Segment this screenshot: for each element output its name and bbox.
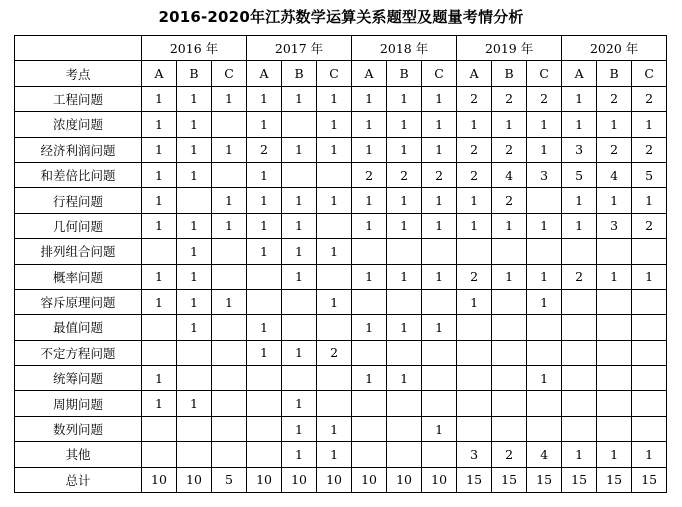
table-cell <box>387 340 422 365</box>
table-cell: 1 <box>142 264 177 289</box>
table-row <box>15 137 667 162</box>
table-body <box>15 86 667 492</box>
topic-label: 浓度问题 <box>15 112 142 137</box>
table-cell: 1 <box>632 188 667 213</box>
table-cell: 3 <box>527 162 562 187</box>
table-cell: 2 <box>247 137 282 162</box>
table-cell: 1 <box>142 366 177 391</box>
table-cell <box>457 315 492 340</box>
table-cell <box>597 391 632 416</box>
variant-header-c: C <box>317 61 352 86</box>
table-cell: 2 <box>632 137 667 162</box>
topic-label: 数列问题 <box>15 416 142 441</box>
topic-label: 其他 <box>15 442 142 467</box>
table-cell: 4 <box>492 162 527 187</box>
table-cell <box>317 264 352 289</box>
table-cell <box>212 391 247 416</box>
table-cell: 1 <box>597 442 632 467</box>
year-header-2020: 2020 年 <box>562 36 667 61</box>
table-cell: 1 <box>527 366 562 391</box>
table-cell <box>457 416 492 441</box>
table-cell <box>492 289 527 314</box>
table-cell <box>282 315 317 340</box>
table-cell: 1 <box>457 188 492 213</box>
table-cell: 1 <box>177 162 212 187</box>
table-cell <box>387 289 422 314</box>
table-cell <box>247 391 282 416</box>
table-cell: 1 <box>177 239 212 264</box>
table-cell <box>212 162 247 187</box>
table-cell: 1 <box>352 366 387 391</box>
table-cell <box>282 289 317 314</box>
table-cell: 2 <box>457 137 492 162</box>
table-cell <box>212 315 247 340</box>
topic-label: 周期问题 <box>15 391 142 416</box>
table-cell: 1 <box>352 137 387 162</box>
table-cell: 1 <box>212 86 247 111</box>
table-cell: 15 <box>562 467 597 492</box>
table-cell: 4 <box>597 162 632 187</box>
table-cell: 1 <box>142 137 177 162</box>
table-cell <box>597 416 632 441</box>
table-cell: 1 <box>317 442 352 467</box>
table-cell: 2 <box>422 162 457 187</box>
table-cell: 1 <box>282 391 317 416</box>
table-cell: 15 <box>457 467 492 492</box>
table-cell: 1 <box>142 162 177 187</box>
table-cell <box>247 264 282 289</box>
table-cell: 1 <box>177 391 212 416</box>
table-cell <box>492 340 527 365</box>
table-cell: 1 <box>352 86 387 111</box>
table-cell <box>212 112 247 137</box>
table-cell <box>562 340 597 365</box>
table-cell: 1 <box>387 213 422 238</box>
table-cell <box>317 366 352 391</box>
table-cell: 1 <box>247 112 282 137</box>
table-cell: 10 <box>387 467 422 492</box>
table-cell: 1 <box>177 213 212 238</box>
table-cell: 1 <box>282 188 317 213</box>
table-cell: 2 <box>492 442 527 467</box>
table-cell: 10 <box>247 467 282 492</box>
table-cell <box>597 366 632 391</box>
table-cell: 1 <box>212 137 247 162</box>
table-cell: 1 <box>597 264 632 289</box>
table-row <box>15 391 667 416</box>
table-cell <box>562 391 597 416</box>
table-cell <box>562 366 597 391</box>
table-cell <box>597 239 632 264</box>
table-cell: 10 <box>177 467 212 492</box>
variant-header-c: C <box>212 61 247 86</box>
table-cell: 10 <box>282 467 317 492</box>
table-cell <box>142 442 177 467</box>
table-cell <box>492 391 527 416</box>
table-cell: 2 <box>597 86 632 111</box>
table-cell: 1 <box>317 188 352 213</box>
table-cell: 4 <box>527 442 562 467</box>
table-cell: 1 <box>457 213 492 238</box>
table-cell <box>457 239 492 264</box>
table-cell: 1 <box>387 188 422 213</box>
year-header-2019: 2019 年 <box>457 36 562 61</box>
table-cell: 1 <box>142 213 177 238</box>
topic-label: 几何问题 <box>15 213 142 238</box>
table-cell <box>352 416 387 441</box>
variant-header-a: A <box>352 61 387 86</box>
table-cell: 1 <box>632 112 667 137</box>
table-cell: 1 <box>387 86 422 111</box>
table-cell: 1 <box>282 137 317 162</box>
table-cell: 1 <box>282 239 317 264</box>
table-cell: 10 <box>317 467 352 492</box>
table-cell: 15 <box>527 467 562 492</box>
variant-header-row <box>15 61 667 86</box>
table-cell: 1 <box>247 315 282 340</box>
table-cell: 1 <box>317 112 352 137</box>
blank-corner-cell <box>15 36 142 61</box>
table-cell <box>212 264 247 289</box>
table-cell: 1 <box>387 315 422 340</box>
table-cell: 1 <box>352 112 387 137</box>
table-cell: 2 <box>632 86 667 111</box>
data-table <box>14 35 667 493</box>
table-cell: 3 <box>457 442 492 467</box>
table-cell <box>632 416 667 441</box>
table-cell <box>247 366 282 391</box>
table-row <box>15 442 667 467</box>
table-cell <box>632 391 667 416</box>
table-cell <box>247 442 282 467</box>
table-cell: 1 <box>387 112 422 137</box>
topic-label: 和差倍比问题 <box>15 162 142 187</box>
table-row <box>15 366 667 391</box>
table-cell: 1 <box>212 213 247 238</box>
table-cell: 1 <box>387 264 422 289</box>
topic-label: 不定方程问题 <box>15 340 142 365</box>
table-cell: 1 <box>282 416 317 441</box>
table-cell: 1 <box>142 188 177 213</box>
table-cell: 1 <box>527 213 562 238</box>
topic-label: 统筹问题 <box>15 366 142 391</box>
table-cell: 1 <box>422 188 457 213</box>
table-row <box>15 188 667 213</box>
table-cell <box>527 391 562 416</box>
year-header-2017: 2017 年 <box>247 36 352 61</box>
table-cell: 2 <box>457 86 492 111</box>
table-cell: 1 <box>177 289 212 314</box>
table-cell: 1 <box>352 188 387 213</box>
table-cell: 1 <box>177 86 212 111</box>
table-cell: 1 <box>142 289 177 314</box>
variant-header-c: C <box>422 61 457 86</box>
table-cell <box>352 289 387 314</box>
table-cell <box>492 366 527 391</box>
table-row <box>15 416 667 441</box>
table-row <box>15 467 667 492</box>
table-cell: 2 <box>352 162 387 187</box>
table-cell: 1 <box>177 137 212 162</box>
table-cell: 1 <box>317 416 352 441</box>
topic-label: 总计 <box>15 467 142 492</box>
table-cell <box>387 239 422 264</box>
table-cell: 1 <box>212 289 247 314</box>
table-cell: 1 <box>632 264 667 289</box>
table-cell <box>422 340 457 365</box>
table-cell: 1 <box>527 264 562 289</box>
table-cell <box>212 340 247 365</box>
table-cell <box>422 391 457 416</box>
variant-header-a: A <box>247 61 282 86</box>
table-cell: 10 <box>352 467 387 492</box>
table-cell <box>282 112 317 137</box>
table-cell <box>562 416 597 441</box>
table-cell: 1 <box>457 289 492 314</box>
table-cell: 1 <box>597 188 632 213</box>
table-cell: 2 <box>527 86 562 111</box>
table-cell <box>387 416 422 441</box>
table-cell: 2 <box>632 213 667 238</box>
table-cell <box>457 366 492 391</box>
table-cell <box>422 442 457 467</box>
table-cell: 1 <box>492 213 527 238</box>
table-cell <box>212 239 247 264</box>
table-cell: 1 <box>527 289 562 314</box>
table-cell <box>527 188 562 213</box>
table-cell <box>422 239 457 264</box>
table-cell: 1 <box>597 112 632 137</box>
table-row <box>15 340 667 365</box>
table-cell <box>142 416 177 441</box>
table-cell: 1 <box>142 391 177 416</box>
table-cell <box>212 366 247 391</box>
table-cell: 3 <box>562 137 597 162</box>
table-row <box>15 112 667 137</box>
table-row <box>15 162 667 187</box>
table-cell <box>597 340 632 365</box>
table-cell: 1 <box>317 289 352 314</box>
table-cell <box>352 340 387 365</box>
table-cell: 1 <box>317 239 352 264</box>
table-cell: 1 <box>282 264 317 289</box>
table-cell <box>562 239 597 264</box>
table-cell <box>317 162 352 187</box>
table-cell <box>177 442 212 467</box>
table-cell: 1 <box>247 188 282 213</box>
table-cell: 1 <box>247 86 282 111</box>
table-cell: 1 <box>422 213 457 238</box>
table-cell: 1 <box>352 264 387 289</box>
table-cell: 1 <box>142 112 177 137</box>
table-cell: 1 <box>457 112 492 137</box>
table-cell <box>352 442 387 467</box>
table-cell: 1 <box>632 442 667 467</box>
table-cell <box>212 416 247 441</box>
table-cell <box>422 366 457 391</box>
table-cell: 5 <box>562 162 597 187</box>
table-cell <box>632 340 667 365</box>
table-cell <box>317 315 352 340</box>
table-cell: 1 <box>282 340 317 365</box>
table-cell <box>632 315 667 340</box>
table-cell: 2 <box>492 86 527 111</box>
topic-label: 概率问题 <box>15 264 142 289</box>
table-cell: 10 <box>422 467 457 492</box>
table-row <box>15 86 667 111</box>
variant-header-a: A <box>142 61 177 86</box>
page-title: 2016-2020年江苏数学运算关系题型及题量考情分析 <box>158 8 524 26</box>
table-cell <box>247 289 282 314</box>
table-cell: 15 <box>492 467 527 492</box>
topic-label: 行程问题 <box>15 188 142 213</box>
table-cell: 1 <box>422 264 457 289</box>
table-cell <box>632 239 667 264</box>
table-cell <box>527 340 562 365</box>
table-cell: 1 <box>352 213 387 238</box>
table-cell <box>177 416 212 441</box>
topic-label: 最值问题 <box>15 315 142 340</box>
table-cell <box>352 391 387 416</box>
table-cell: 1 <box>387 366 422 391</box>
table-cell: 1 <box>317 86 352 111</box>
table-cell <box>562 315 597 340</box>
table-cell: 15 <box>597 467 632 492</box>
table-cell: 2 <box>457 264 492 289</box>
year-header-2016: 2016 年 <box>142 36 247 61</box>
variant-header-c: C <box>632 61 667 86</box>
table-cell <box>527 315 562 340</box>
table-cell <box>317 391 352 416</box>
table-cell <box>212 442 247 467</box>
table-cell <box>527 416 562 441</box>
table-cell <box>142 239 177 264</box>
variant-header-b: B <box>177 61 212 86</box>
table-cell: 1 <box>142 86 177 111</box>
table-cell: 2 <box>562 264 597 289</box>
table-cell <box>562 289 597 314</box>
table-row <box>15 239 667 264</box>
variant-header-b: B <box>492 61 527 86</box>
table-cell <box>492 416 527 441</box>
year-header-row <box>15 36 667 61</box>
table-cell <box>492 315 527 340</box>
table-cell <box>177 188 212 213</box>
table-cell <box>422 289 457 314</box>
topic-label: 工程问题 <box>15 86 142 111</box>
table-cell <box>352 239 387 264</box>
table-cell: 2 <box>317 340 352 365</box>
table-cell: 1 <box>492 264 527 289</box>
table-cell: 2 <box>457 162 492 187</box>
table-cell: 1 <box>247 162 282 187</box>
table-cell <box>282 162 317 187</box>
variant-header-a: A <box>562 61 597 86</box>
year-header-2018: 2018 年 <box>352 36 457 61</box>
table-row <box>15 315 667 340</box>
table-cell: 1 <box>282 442 317 467</box>
table-cell: 1 <box>562 86 597 111</box>
table-cell: 1 <box>282 86 317 111</box>
table-cell <box>457 340 492 365</box>
table-row <box>15 264 667 289</box>
table-cell <box>142 315 177 340</box>
table-row <box>15 213 667 238</box>
table-cell: 1 <box>247 239 282 264</box>
table-cell: 1 <box>177 264 212 289</box>
table-cell: 1 <box>422 112 457 137</box>
table-cell <box>527 239 562 264</box>
table-cell <box>632 366 667 391</box>
table-cell <box>177 366 212 391</box>
table-cell: 1 <box>562 213 597 238</box>
table-cell <box>387 442 422 467</box>
table-cell: 1 <box>562 112 597 137</box>
table-cell: 2 <box>492 188 527 213</box>
table-cell <box>317 213 352 238</box>
table-cell: 1 <box>422 315 457 340</box>
table-cell: 1 <box>562 442 597 467</box>
table-cell <box>597 315 632 340</box>
table-cell: 1 <box>562 188 597 213</box>
topic-label: 容斥原理问题 <box>15 289 142 314</box>
table-cell: 1 <box>352 315 387 340</box>
table-cell: 1 <box>282 213 317 238</box>
table-cell <box>597 289 632 314</box>
table-cell: 1 <box>317 137 352 162</box>
table-cell: 15 <box>632 467 667 492</box>
table-cell <box>457 391 492 416</box>
variant-header-b: B <box>597 61 632 86</box>
variant-header-b: B <box>282 61 317 86</box>
table-cell: 1 <box>422 137 457 162</box>
table-cell: 10 <box>142 467 177 492</box>
table-row <box>15 289 667 314</box>
table-cell: 1 <box>387 137 422 162</box>
table-cell <box>492 239 527 264</box>
table-cell: 1 <box>177 315 212 340</box>
variant-header-c: C <box>527 61 562 86</box>
table-cell: 1 <box>422 416 457 441</box>
topic-label: 排列组合问题 <box>15 239 142 264</box>
table-cell: 5 <box>632 162 667 187</box>
table-cell: 5 <box>212 467 247 492</box>
variant-header-a: A <box>457 61 492 86</box>
table-cell <box>387 391 422 416</box>
table-cell: 1 <box>422 86 457 111</box>
variant-header-b: B <box>387 61 422 86</box>
table-cell <box>247 416 282 441</box>
table-cell: 2 <box>492 137 527 162</box>
table-cell: 3 <box>597 213 632 238</box>
table-cell: 1 <box>247 340 282 365</box>
table-cell: 1 <box>177 112 212 137</box>
table-cell: 1 <box>527 112 562 137</box>
table-cell: 2 <box>387 162 422 187</box>
table-cell: 1 <box>527 137 562 162</box>
table-cell <box>282 366 317 391</box>
table-cell: 1 <box>492 112 527 137</box>
topic-header: 考点 <box>15 61 142 86</box>
table-cell <box>142 340 177 365</box>
topic-label: 经济利润问题 <box>15 137 142 162</box>
table-cell <box>177 340 212 365</box>
table-cell: 1 <box>247 213 282 238</box>
table-cell: 1 <box>212 188 247 213</box>
table-cell <box>632 289 667 314</box>
table-cell: 2 <box>597 137 632 162</box>
